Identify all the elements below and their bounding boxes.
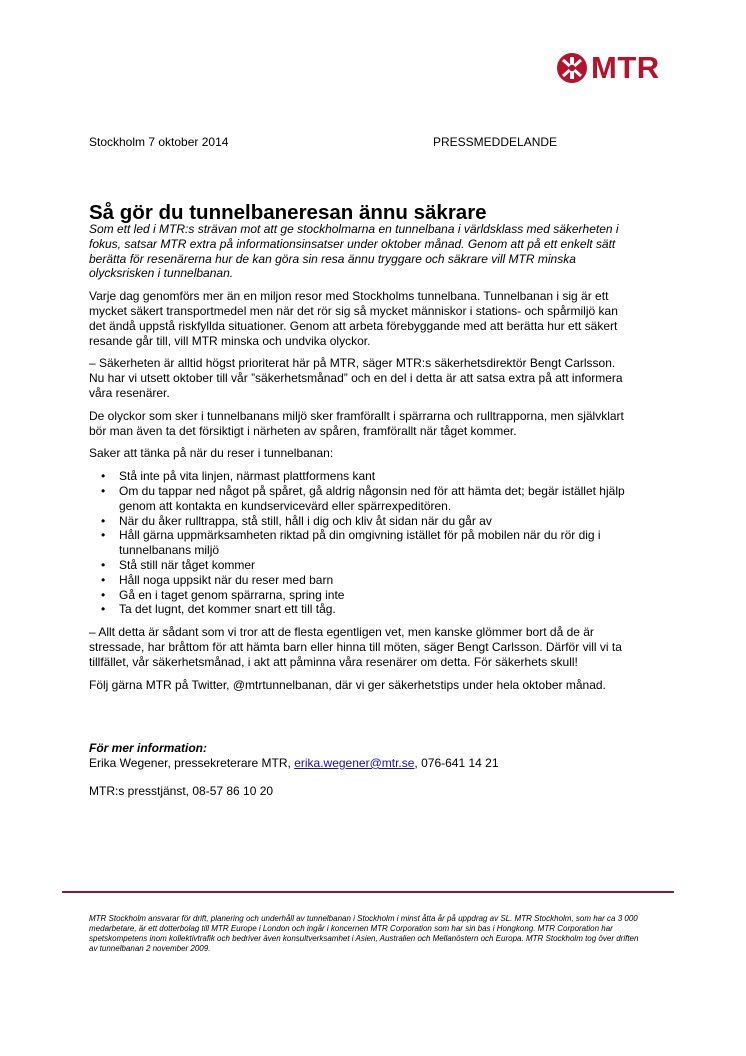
body-paragraph: Följ gärna MTR på Twitter, @mtrtunnelbanan, där vi ger säkerhetstips under hela oktober månad. [89, 677, 606, 692]
mtr-logo [557, 52, 660, 83]
press-service: MTR:s presstjänst, 08-57 86 10 20 [89, 784, 274, 798]
mtr-logo-text: MTR [591, 50, 660, 85]
article-body [89, 222, 629, 700]
list-item: • Gå en i taget genom spärrarna, spring inte [119, 588, 629, 603]
dateline: Stockholm 7 oktober 2014 [89, 135, 229, 149]
list-item: • Ta det lugnt, det kommer snart ett till tåg. [119, 602, 629, 617]
list-item: • Håll noga uppsikt när du reser med barn [119, 573, 629, 588]
mtr-logo-icon [557, 53, 587, 83]
list-item: • Om du tappar ned något på spåret, gå aldrig någonsin ned för att hämta det; begär istället hjälp genom att kontakta en kundservicevärd eller spärrexpeditören. [119, 484, 629, 514]
body-paragraph: – Allt detta är sådant som vi tror att de flesta egentligen vet, men kanske glömmer bort då de är stressade, har bråttom för att hämta barn eller hinna till möten, säger Bengt Carlsson. Därför vill vi ta tillfället, vår säkerhetsmånad, i akt att påminna våra resenärer om detta. För säkerhets skull! [89, 625, 622, 669]
email-link[interactable]: erika.wegener@mtr.se [294, 755, 415, 770]
body-paragraph: – Säkerheten är alltid högst prioriterat här på MTR, säger MTR:s säkerhetsdirektör Bengt Carlsson. Nu har vi utsett oktober till vår ”säkerhetsmånad” och en del i detta är att satsa extra på att informera våra resenärer. [89, 356, 623, 400]
list-item: • När du åker rulltrappa, stå still, håll i dig och kliv åt sidan när du går av [119, 514, 629, 529]
document-type: PRESSMEDDELANDE [433, 135, 558, 149]
list-item: • Stå inte på vita linjen, närmast plattformens kant [119, 469, 629, 484]
safety-tips-list [89, 469, 629, 617]
footer-text: MTR Stockholm ansvarar för drift, planering och underhåll av tunnelbanan i Stockholm i minst åtta år på uppdrag av SL. MTR Stockholm, som har ca 3 000 medarbetare, är ett dotterbolag till MTR Europe i London och ingår i koncernen MTR Corporation som har sin bas i Hongkong. MTR Corporation har spetskompetens inom kollektivtrafik och bedriver även konsultverksamhet i Asien, Australien och Mellanöstern och Europa. MTR Stockholm tog över driften av tunnelbanan 2 november 2009. [89, 914, 639, 953]
contact-info [89, 741, 499, 771]
contact-name: Erika Wegener, pressekreterare MTR, [89, 755, 295, 770]
contact-line [89, 756, 499, 771]
article-title: Så gör du tunnelbaneresan ännu säkrare [89, 201, 487, 224]
footer-divider [62, 891, 674, 893]
lead-paragraph: Som ett led i MTR:s strävan mot att ge stockholmarna en tunnelbana i världsklass med säkerheten i fokus, satsar MTR extra på informationsinsatser under oktober månad. Genom att på ett enkelt sätt berätta för resenärerna hur de kan göra sin resa ännu tryggare och säkrare vill MTR minska olycksrisken i tunnelbanan. [89, 222, 619, 281]
contact-phone: , 076-641 14 21 [414, 755, 499, 770]
body-paragraph: De olyckor som sker i tunnelbanans miljö sker framförallt i spärrarna och rulltrapporna, men självklart bör man även ta det försiktigt i närheten av spåren, framförallt när tåget kommer. [89, 408, 624, 438]
contact-heading: För mer information: [89, 741, 208, 755]
tips-intro: Saker att tänka på när du reser i tunnelbanan: [89, 446, 334, 461]
body-paragraph: Varje dag genomförs mer än en miljon resor med Stockholms tunnelbana. Tunnelbanan i sig är ett mycket säkert transportmedel men när det rör sig så mycket människor i stations- och spårmiljö kan det ändå uppstå riskfyllda situationer. Genom att arbeta förebyggande med att berätta hur ett säkert resande går till, vill MTR minska och undvika olyckor. [89, 289, 618, 348]
list-item: • Stå still när tåget kommer [119, 558, 629, 573]
list-item: • Håll gärna uppmärksamheten riktad på din omgivning istället för på mobilen när du rör dig i tunnelbanans miljö [119, 528, 629, 558]
